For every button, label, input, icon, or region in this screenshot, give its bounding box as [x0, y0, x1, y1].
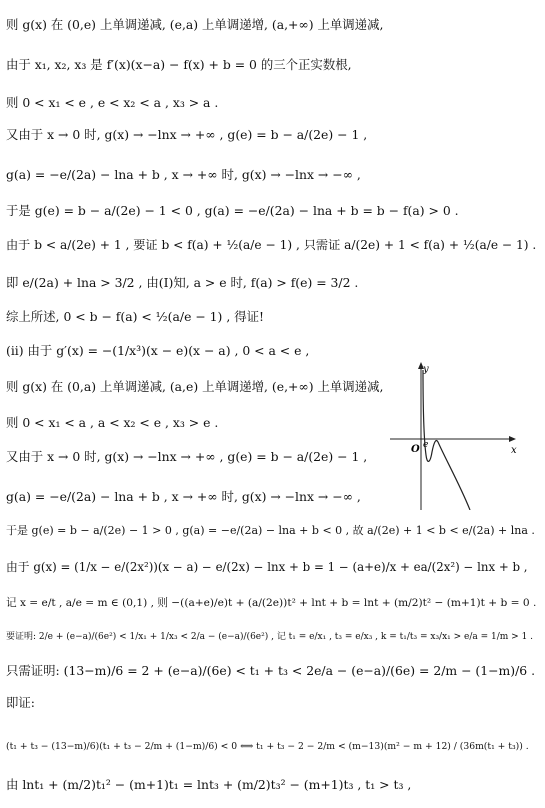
e-label: e — [423, 440, 429, 450]
text-line: 则 g(x) 在 (0,e) 上单调递减, (e,a) 上单调递增, (a,+∞) 上单调递减, — [6, 17, 384, 32]
text-line: 只需证明: (13−m)/6 = 2 + (e−a)/(6e) < t₁ + t₃ < 2e/a − (e−a)/(6e) = 2/m − (1−m)/6 . — [6, 663, 536, 678]
text-line: g(a) = −e/(2a) − lna + b , x → +∞ 时, g(x) → −lnx → −∞ , — [6, 167, 361, 182]
text-line: 即 e/(2a) + lna > 3/2 , 由(Ⅰ)知, a > e 时, f(a) > f(e) = 3/2 . — [6, 275, 359, 290]
text-line: 则 g(x) 在 (0,a) 上单调递减, (a,e) 上单调递增, (e,+∞) 上单调递减, — [6, 379, 384, 394]
x-axis-label: x — [511, 445, 517, 456]
text-line: 于是 g(e) = b − a/(2e) − 1 < 0 , g(a) = −e/(2a) − lna + b = b − f(a) > 0 . — [6, 203, 459, 218]
text-line: (t₁ + t₃ − (13−m)/6)(t₁ + t₃ − 2/m + (1−m)/6) < 0 ⟺ t₁ + t₃ − 2 − 2/m < (m−13)(m² − m + 12) / (36m(t₁ + t₃)) . — [6, 741, 529, 752]
function-graph — [390, 360, 520, 510]
text-line: 由于 x₁, x₂, x₃ 是 f′(x)(x−a) − f(x) + b = 0 的三个正实数根, — [6, 57, 352, 72]
text-line: 又由于 x → 0 时, g(x) → −lnx → +∞ , g(e) = b − a/(2e) − 1 , — [6, 449, 368, 464]
origin-label: O — [411, 444, 420, 455]
text-line: 由 lnt₁ + (m/2)t₁² − (m+1)t₁ = lnt₃ + (m/2)t₃² − (m+1)t₃ , t₁ > t₃ , — [6, 777, 412, 792]
text-line: 又由于 x → 0 时, g(x) → −lnx → +∞ , g(e) = b − a/(2e) − 1 , — [6, 127, 368, 142]
text-line: 要证明: 2/e + (e−a)/(6e²) < 1/x₁ + 1/x₃ < 2/a − (e−a)/(6e²) , 记 t₁ = e/x₁ , t₃ = e/x₃ , k = t₁/t₃ = x₃/x₁ > e/a = 1/m > 1 . — [6, 632, 534, 642]
text-line: 记 x = e/t , a/e = m ∈ (0,1) , 则 −((a+e)/e)t + (a/(2e))t² + lnt + b = lnt + (m/2)t² − (m+1)t + b = 0 . — [6, 597, 537, 609]
text-line: g(a) = −e/(2a) − lna + b , x → +∞ 时, g(x) → −lnx → −∞ , — [6, 489, 361, 504]
text-line: 于是 g(e) = b − a/(2e) − 1 > 0 , g(a) = −e/(2a) − lna + b < 0 , 故 a/(2e) + 1 < b < e/(2a) + lna . — [6, 524, 535, 537]
text-line: 则 0 < x₁ < e , e < x₂ < a , x₃ > a . — [6, 95, 219, 110]
text-line: 即证: — [6, 695, 35, 710]
text-line: (ii) 由于 g′(x) = −(1/x³)(x − e)(x − a) , 0 < a < e , — [6, 343, 310, 358]
y-axis-label: y — [423, 364, 429, 375]
x-axis-arrow — [509, 436, 516, 442]
text-line: 则 0 < x₁ < a , a < x₂ < e , x₃ > e . — [6, 415, 219, 430]
text-line: 综上所述, 0 < b − f(a) < ½(a/e − 1) , 得证! — [6, 309, 264, 324]
text-line: 由于 g(x) = (1/x − e/(2x²))(x − a) − e/(2x) − lnx + b = 1 − (a+e)/x + ea/(2x²) − lnx + b , — [6, 560, 528, 574]
text-line: 由于 b < a/(2e) + 1 , 要证 b < f(a) + ½(a/e − 1) , 只需证 a/(2e) + 1 < f(a) + ½(a/e − 1) . — [6, 238, 537, 252]
curve-g — [423, 370, 470, 510]
